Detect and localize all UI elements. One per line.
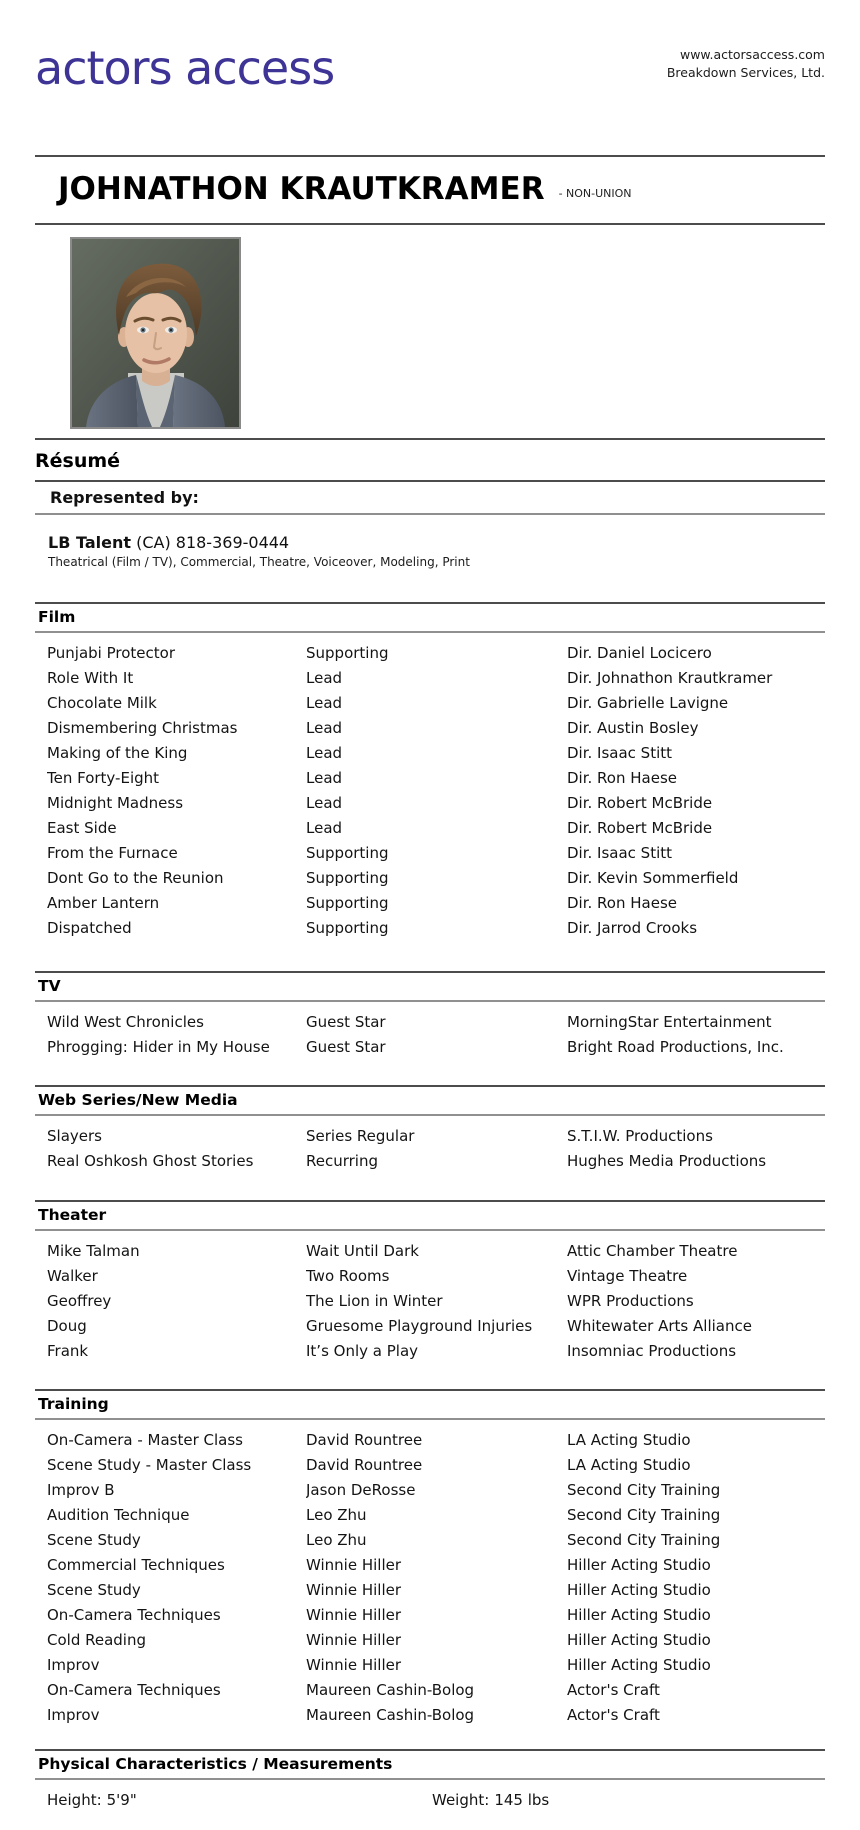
training-row — [35, 1653, 825, 1678]
height-field — [47, 1788, 432, 1813]
resume-heading: Résumé — [35, 450, 121, 473]
section-title: Physical Characteristics / Measurements — [38, 1755, 393, 1774]
credit-title: Frank — [47, 1342, 89, 1361]
credit-title: Improv — [47, 1706, 100, 1725]
credit-role: Supporting — [306, 844, 389, 863]
section-title: Training — [38, 1395, 109, 1414]
film-row — [35, 766, 825, 791]
credit-role: Winnie Hiller — [306, 1581, 402, 1600]
header-links — [667, 46, 825, 82]
credit-role: Supporting — [306, 869, 389, 888]
headshot-photo — [70, 237, 241, 429]
film-rows — [35, 641, 825, 941]
agency-categories: Theatrical (Film / TV), Commercial, Theatre, Voiceover, Modeling, Print — [48, 555, 470, 570]
credit-role: Leo Zhu — [306, 1531, 367, 1550]
film-row — [35, 741, 825, 766]
section-film — [0, 602, 860, 941]
training-rows — [35, 1428, 825, 1728]
divider-above-resume — [35, 438, 825, 440]
credit-title: Ten Forty-Eight — [47, 769, 160, 788]
tv-row — [35, 1010, 825, 1035]
credit-company: Second City Training — [567, 1506, 721, 1525]
credit-company: Bright Road Productions, Inc. — [567, 1038, 784, 1057]
credit-role: Guest Star — [306, 1038, 386, 1057]
credit-company: Dir. Jarrod Crooks — [567, 919, 698, 938]
credit-role: Supporting — [306, 644, 389, 663]
section-physical — [0, 1749, 860, 1813]
credit-role: Maureen Cashin-Bolog — [306, 1706, 475, 1725]
weight-value: 145 lbs — [494, 1791, 550, 1810]
section-title: Film — [38, 608, 76, 627]
credit-company: Actor's Craft — [567, 1706, 660, 1725]
credit-title: Wild West Chronicles — [47, 1013, 204, 1032]
union-status: - NON-UNION — [558, 187, 632, 201]
credit-title: Punjabi Protector — [47, 644, 175, 663]
credit-title: From the Furnace — [47, 844, 178, 863]
credit-role: Gruesome Playground Injuries — [306, 1317, 533, 1336]
credit-title: On-Camera - Master Class — [47, 1431, 243, 1450]
weight-field — [432, 1788, 825, 1813]
represented-by-bar: Represented by: — [35, 482, 825, 515]
height-label: Height: — [47, 1791, 102, 1810]
credit-title: Making of the King — [47, 744, 188, 763]
credit-title: Dismembering Christmas — [47, 719, 238, 738]
credit-role: Lead — [306, 694, 343, 713]
credit-role: David Rountree — [306, 1456, 423, 1475]
tv-row — [35, 1035, 825, 1060]
web-series-row — [35, 1124, 825, 1149]
section-header-theater — [35, 1200, 825, 1231]
header — [0, 0, 860, 94]
credit-company: Dir. Isaac Stitt — [567, 744, 673, 763]
credit-company: Dir. Daniel Locicero — [567, 644, 712, 663]
credit-company: MorningStar Entertainment — [567, 1013, 772, 1032]
credit-title: Dispatched — [47, 919, 132, 938]
section-header-web-series — [35, 1085, 825, 1116]
credit-title: Mike Talman — [47, 1242, 140, 1261]
credit-role: Lead — [306, 794, 343, 813]
credit-company: Dir. Robert McBride — [567, 819, 713, 838]
theater-row — [35, 1339, 825, 1364]
divider-under-name — [35, 223, 825, 225]
credit-role: Lead — [306, 669, 343, 688]
credit-company: LA Acting Studio — [567, 1456, 691, 1475]
performer-name-row — [35, 157, 825, 223]
film-row — [35, 791, 825, 816]
credit-title: Scene Study — [47, 1581, 141, 1600]
credit-title: Chocolate Milk — [47, 694, 157, 713]
training-row — [35, 1578, 825, 1603]
agency-info — [48, 533, 825, 570]
credit-role: Two Rooms — [306, 1267, 390, 1286]
film-row — [35, 691, 825, 716]
credit-role: Guest Star — [306, 1013, 386, 1032]
credit-role: Lead — [306, 819, 343, 838]
actors-access-logo: actors access — [35, 41, 335, 95]
credit-role: Supporting — [306, 919, 389, 938]
credit-title: Improv — [47, 1656, 100, 1675]
credit-title: Role With It — [47, 669, 134, 688]
section-header-film — [35, 602, 825, 633]
credit-title: Cold Reading — [47, 1631, 146, 1650]
credit-company: Hiller Acting Studio — [567, 1631, 711, 1650]
height-value: 5'9" — [106, 1791, 137, 1810]
credit-company: Dir. Austin Bosley — [567, 719, 699, 738]
training-row — [35, 1678, 825, 1703]
credit-role: Leo Zhu — [306, 1506, 367, 1525]
credit-company: Attic Chamber Theatre — [567, 1242, 738, 1261]
film-row — [35, 866, 825, 891]
training-row — [35, 1503, 825, 1528]
credit-title: Dont Go to the Reunion — [47, 869, 224, 888]
film-row — [35, 816, 825, 841]
training-row — [35, 1603, 825, 1628]
training-row — [35, 1428, 825, 1453]
film-row — [35, 841, 825, 866]
credit-title: Amber Lantern — [47, 894, 160, 913]
section-title: Theater — [38, 1206, 107, 1225]
credit-title: Geoffrey — [47, 1292, 112, 1311]
credit-title: Midnight Madness — [47, 794, 184, 813]
credit-role: Wait Until Dark — [306, 1242, 419, 1261]
credit-title: Scene Study — [47, 1531, 141, 1550]
credit-role: David Rountree — [306, 1431, 423, 1450]
credit-company: WPR Productions — [567, 1292, 694, 1311]
training-row — [35, 1703, 825, 1728]
credit-title: Audition Technique — [47, 1506, 190, 1525]
headshot-illustration — [72, 239, 239, 427]
credit-title: Improv B — [47, 1481, 115, 1500]
credit-company: Hiller Acting Studio — [567, 1656, 711, 1675]
credit-company: LA Acting Studio — [567, 1431, 691, 1450]
credit-company: Hiller Acting Studio — [567, 1581, 711, 1600]
credit-role: The Lion in Winter — [306, 1292, 443, 1311]
section-header-tv — [35, 971, 825, 1002]
website-url: www.actorsaccess.com — [679, 47, 825, 62]
credit-company: Whitewater Arts Alliance — [567, 1317, 752, 1336]
credit-company: Dir. Kevin Sommerfield — [567, 869, 739, 888]
credit-title: Phrogging: Hider in My House — [47, 1038, 270, 1057]
film-row — [35, 916, 825, 941]
theater-rows — [35, 1239, 825, 1364]
theater-row — [35, 1314, 825, 1339]
credit-role: Maureen Cashin-Bolog — [306, 1681, 475, 1700]
credit-company: Dir. Robert McBride — [567, 794, 713, 813]
section-title: TV — [38, 977, 61, 996]
film-row — [35, 666, 825, 691]
credit-role: Series Regular — [306, 1127, 415, 1146]
credit-title: On-Camera Techniques — [47, 1681, 221, 1700]
film-row — [35, 891, 825, 916]
credit-company: Hiller Acting Studio — [567, 1556, 711, 1575]
performer-name: JOHNATHON KRAUTKRAMER — [58, 171, 545, 207]
credit-role: Lead — [306, 744, 343, 763]
credit-company: Insomniac Productions — [567, 1342, 737, 1361]
training-row — [35, 1478, 825, 1503]
theater-row — [35, 1264, 825, 1289]
credit-title: Scene Study - Master Class — [47, 1456, 252, 1475]
weight-label: Weight: — [432, 1791, 490, 1810]
training-row — [35, 1453, 825, 1478]
credit-company: Hughes Media Productions — [567, 1152, 767, 1171]
credit-company: Second City Training — [567, 1531, 721, 1550]
training-row — [35, 1528, 825, 1553]
credit-company: Dir. Isaac Stitt — [567, 844, 673, 863]
credit-company: Dir. Ron Haese — [567, 894, 677, 913]
theater-row — [35, 1289, 825, 1314]
credit-company: S.T.I.W. Productions — [567, 1127, 713, 1146]
credit-role: Winnie Hiller — [306, 1556, 402, 1575]
credit-role: Jason DeRosse — [306, 1481, 416, 1500]
training-row — [35, 1628, 825, 1653]
credit-company: Dir. Johnathon Krautkramer — [567, 669, 773, 688]
section-title: Web Series/New Media — [38, 1091, 238, 1110]
credit-company: Hiller Acting Studio — [567, 1606, 711, 1625]
agency-name: LB Talent — [48, 533, 131, 553]
agency-contact: (CA) 818-369-0444 — [136, 533, 290, 553]
credit-title: Commercial Techniques — [47, 1556, 225, 1575]
credit-role: Winnie Hiller — [306, 1656, 402, 1675]
film-row — [35, 716, 825, 741]
credit-role: Lead — [306, 719, 343, 738]
section-web-series — [0, 1085, 860, 1174]
credit-title: Doug — [47, 1317, 87, 1336]
film-row — [35, 641, 825, 666]
credit-role: It’s Only a Play — [306, 1342, 419, 1361]
credit-title: On-Camera Techniques — [47, 1606, 221, 1625]
measurements-row — [35, 1788, 825, 1813]
credit-role: Supporting — [306, 894, 389, 913]
credit-company: Vintage Theatre — [567, 1267, 688, 1286]
credit-role: Winnie Hiller — [306, 1606, 402, 1625]
credit-company: Dir. Ron Haese — [567, 769, 677, 788]
web-series-rows — [35, 1124, 825, 1174]
credit-role: Recurring — [306, 1152, 378, 1171]
credit-role: Lead — [306, 769, 343, 788]
credit-company: Actor's Craft — [567, 1681, 660, 1700]
credit-role: Winnie Hiller — [306, 1631, 402, 1650]
section-tv — [0, 971, 860, 1060]
credit-company: Dir. Gabrielle Lavigne — [567, 694, 729, 713]
web-series-row — [35, 1149, 825, 1174]
credit-title: Real Oshkosh Ghost Stories — [47, 1152, 254, 1171]
credits-sections — [0, 602, 860, 1728]
section-training — [0, 1389, 860, 1728]
tv-rows — [35, 1010, 825, 1060]
theater-row — [35, 1239, 825, 1264]
agency-line — [48, 533, 825, 552]
training-row — [35, 1553, 825, 1578]
company-name: Breakdown Services, Ltd. — [666, 65, 825, 80]
section-header-training — [35, 1389, 825, 1420]
section-theater — [0, 1200, 860, 1364]
credit-title: Slayers — [47, 1127, 102, 1146]
credit-title: East Side — [47, 819, 117, 838]
section-header-physical — [35, 1749, 825, 1780]
credit-company: Second City Training — [567, 1481, 721, 1500]
credit-title: Walker — [47, 1267, 98, 1286]
